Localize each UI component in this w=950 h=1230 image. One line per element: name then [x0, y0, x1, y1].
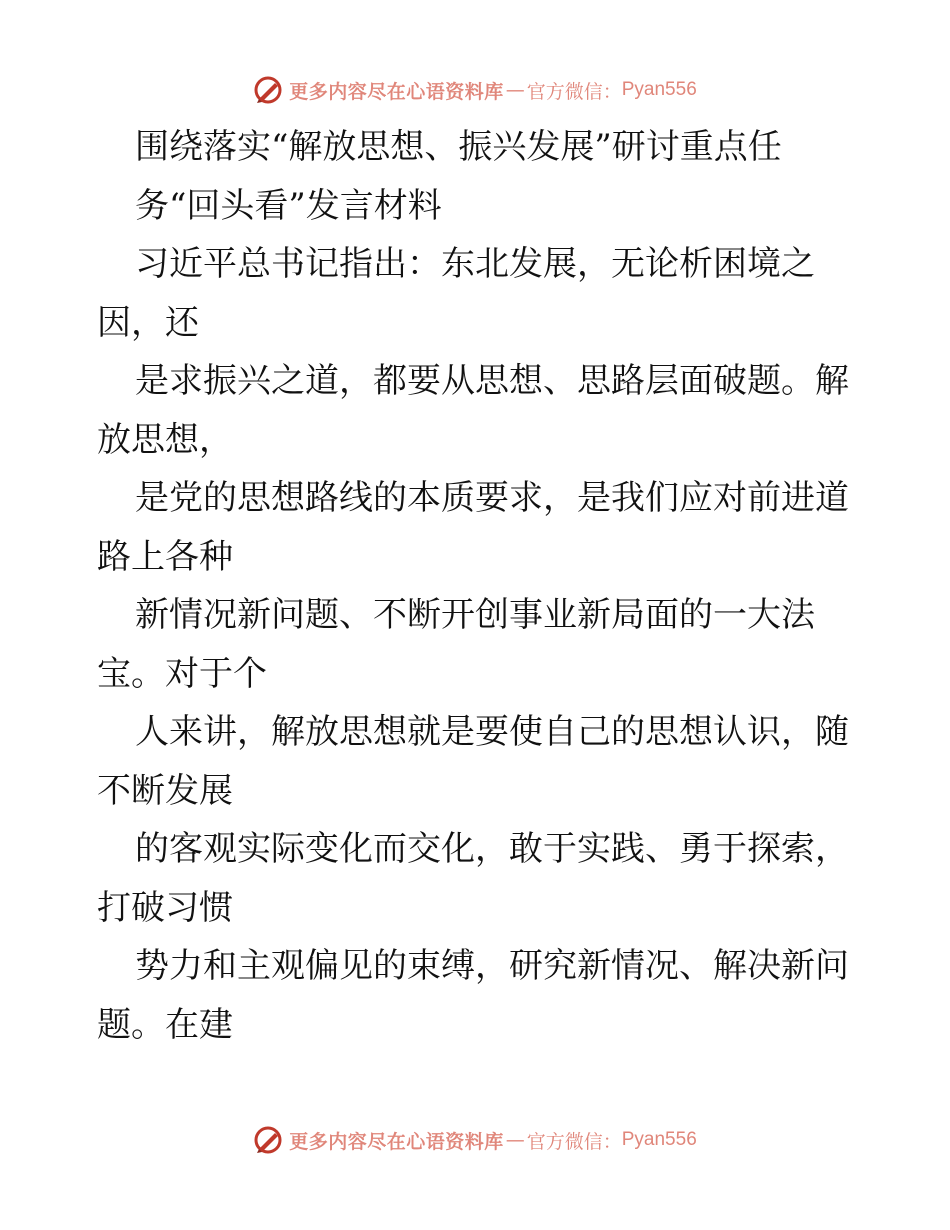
paragraph-line: 宝。对于个: [97, 653, 267, 694]
paragraph-line: 是求振兴之道，都要从思想、思路层面破题。解: [135, 361, 849, 401]
footer-banner: [0, 1120, 950, 1160]
header-banner-text: 更多内容尽在心语资料库: [289, 80, 504, 103]
paragraph-line: 人来讲，解放思想就是要使自己的思想认识，随: [135, 712, 849, 752]
paragraph-line: 打破习惯: [97, 887, 233, 928]
document-body: [97, 118, 862, 1054]
pen-logo-icon: [253, 75, 283, 105]
document-title-line: 围绕落实“解放思想、振兴发展”研讨重点任: [135, 127, 782, 167]
header-banner-dash: —: [505, 79, 525, 101]
paragraph-line: 不断发展: [97, 770, 233, 811]
paragraph-line: 题。在建: [97, 1004, 233, 1045]
header-wechat-label: 官方微信：: [526, 80, 622, 103]
paragraph-line: 新情况新问题、不断开创事业新局面的一大法: [135, 595, 815, 635]
paragraph-line: 势力和主观偏见的束缚，研究新情况、解决新问: [135, 946, 849, 986]
header-wechat-id: Pyan556: [621, 79, 697, 100]
header-banner: [0, 70, 950, 110]
document-title-line: 务“回头看”发言材料: [135, 185, 442, 226]
footer-banner-dash: —: [505, 1129, 525, 1151]
footer-wechat-label: 官方微信：: [526, 1130, 622, 1153]
footer-wechat-id: Pyan556: [621, 1129, 697, 1150]
paragraph-line: 路上各种: [97, 536, 233, 577]
footer-banner-text: 更多内容尽在心语资料库: [289, 1130, 504, 1153]
paragraph-line: 放思想，: [97, 419, 233, 460]
paragraph-line: 因，还: [97, 302, 199, 343]
paragraph-line: 的客观实际变化而交化，敢于实践、勇于探索，: [135, 829, 849, 869]
paragraph-line: 习近平总书记指出：东北发展，无论析困境之: [135, 244, 815, 284]
paragraph-line: 是党的思想路线的本质要求，是我们应对前进道: [135, 478, 849, 518]
pen-logo-icon: [253, 1125, 283, 1155]
